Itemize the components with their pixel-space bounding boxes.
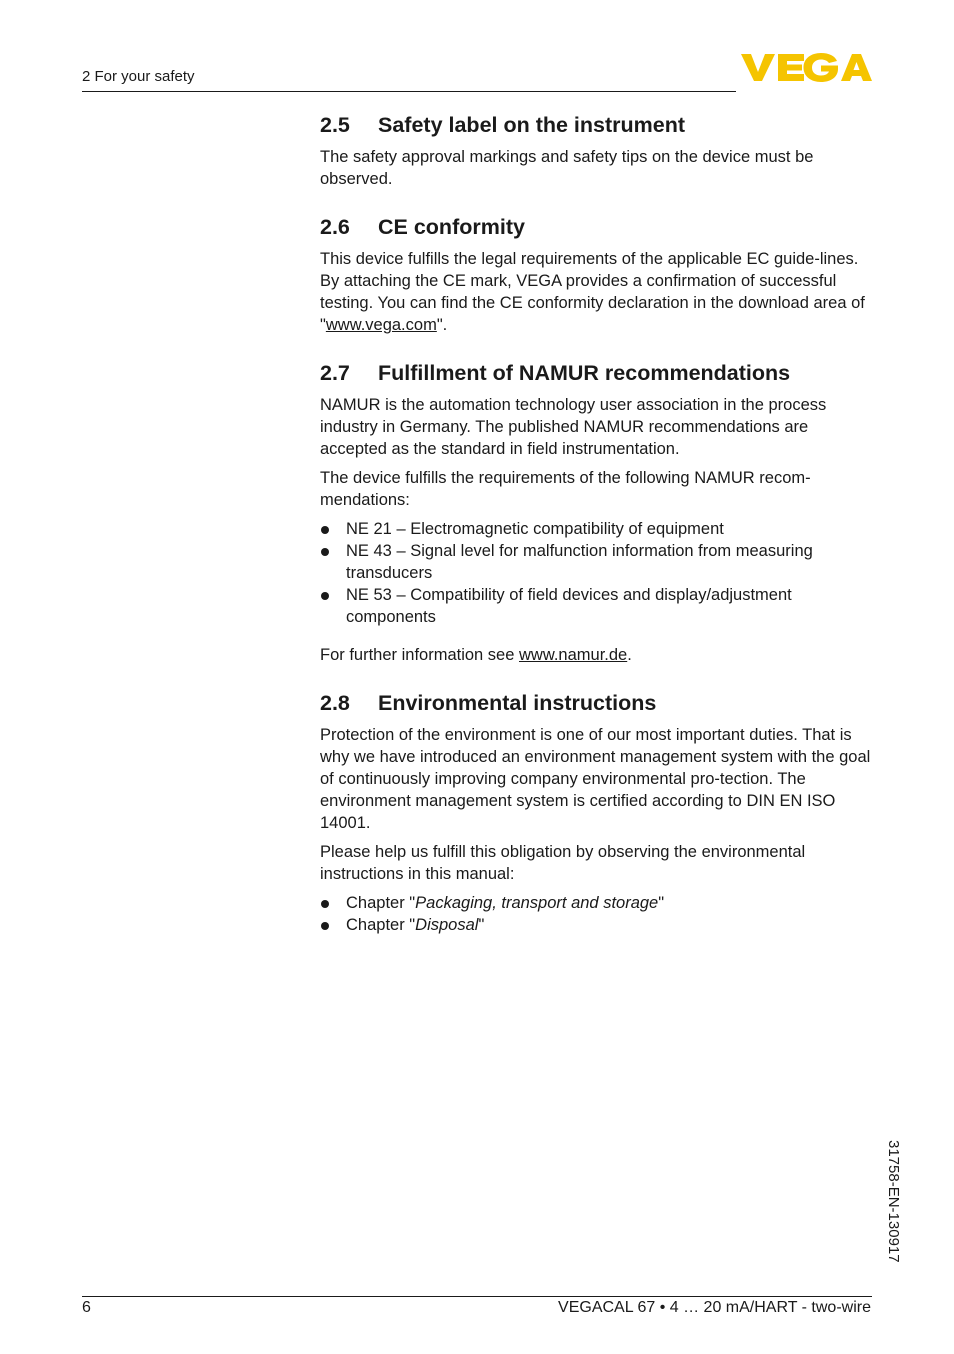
list-item-text: Chapter " bbox=[346, 894, 416, 912]
header-rule bbox=[82, 91, 736, 92]
paragraph: Please help us fulfill this obligation by observing the environmental instructions in this manual: bbox=[320, 843, 806, 883]
section-title: Fulfillment of NAMUR recommendations bbox=[378, 361, 791, 385]
paragraph: The device fulfills the requirements of the following NAMUR recom-mendations: bbox=[320, 469, 811, 509]
section-number: 2.6 bbox=[320, 215, 350, 239]
section-number: 2.7 bbox=[320, 361, 350, 385]
namur-website-link[interactable]: www.namur.de bbox=[519, 646, 628, 664]
list-item bbox=[320, 914, 876, 936]
paragraph: NAMUR is the automation technology user association in the process industry in Germany. The published NAMUR recommendations are accepted as the standard in field instrumentation. bbox=[320, 396, 827, 458]
paragraph-text: . bbox=[627, 646, 632, 664]
chapter-reference: Disposal bbox=[415, 916, 479, 934]
paragraph: Protection of the environment is one of our most important duties. That is why we have introduced an environment management system with the goal of continuously improving company environmental pro-tection. The environment management system is certified according to DIN EN ISO 14001. bbox=[320, 726, 871, 832]
list-item-text: Chapter " bbox=[346, 916, 416, 934]
vega-logo bbox=[741, 52, 872, 83]
section-heading bbox=[320, 358, 876, 388]
list-item-text: " bbox=[478, 916, 485, 934]
chapter-reference: Packaging, transport and storage bbox=[415, 894, 659, 912]
paragraph: The safety approval markings and safety tips on the device must be observed. bbox=[320, 148, 814, 188]
document-code: 31758-EN-130917 bbox=[885, 1140, 902, 1263]
section-environmental bbox=[320, 688, 876, 936]
footer-title: VEGACAL 67 • 4 … 20 mA/HART - two-wire bbox=[558, 1299, 871, 1316]
main-content bbox=[320, 110, 876, 958]
list-item: NE 21 – Electromagnetic compatibility of equipment bbox=[320, 518, 876, 540]
section-heading bbox=[320, 688, 876, 718]
list-item bbox=[320, 892, 876, 914]
section-number: 2.5 bbox=[320, 113, 350, 137]
paragraph bbox=[320, 644, 876, 666]
paragraph-text: For further information see bbox=[320, 646, 519, 664]
section-number: 2.8 bbox=[320, 691, 350, 715]
page-number: 6 bbox=[82, 1299, 91, 1316]
section-heading bbox=[320, 110, 876, 140]
section-title: Safety label on the instrument bbox=[378, 113, 686, 137]
section-title: Environmental instructions bbox=[378, 691, 657, 715]
paragraph-text: This device fulfills the legal requirements of the applicable EC guide-lines. By attaching the CE mark, VEGA provides a confirmation of successful testing. You can find the CE conformity declaration in the download area of " bbox=[320, 250, 865, 334]
list-item: NE 43 – Signal level for malfunction information from measuring transducers bbox=[320, 540, 876, 584]
section-safety-label bbox=[320, 110, 876, 190]
chapter-list bbox=[320, 892, 876, 936]
list-item-text: " bbox=[658, 894, 665, 912]
vega-website-link[interactable]: www.vega.com bbox=[325, 316, 437, 334]
section-namur bbox=[320, 358, 876, 666]
footer-rule bbox=[82, 1296, 872, 1297]
section-heading bbox=[320, 212, 876, 242]
list-item: NE 53 – Compatibility of field devices and display/adjustment components bbox=[320, 584, 876, 628]
paragraph bbox=[320, 248, 876, 336]
section-ce-conformity bbox=[320, 212, 876, 336]
running-header: 2 For your safety bbox=[82, 68, 195, 85]
namur-list bbox=[320, 518, 876, 628]
section-title: CE conformity bbox=[378, 215, 525, 239]
paragraph-text: ". bbox=[436, 316, 448, 334]
